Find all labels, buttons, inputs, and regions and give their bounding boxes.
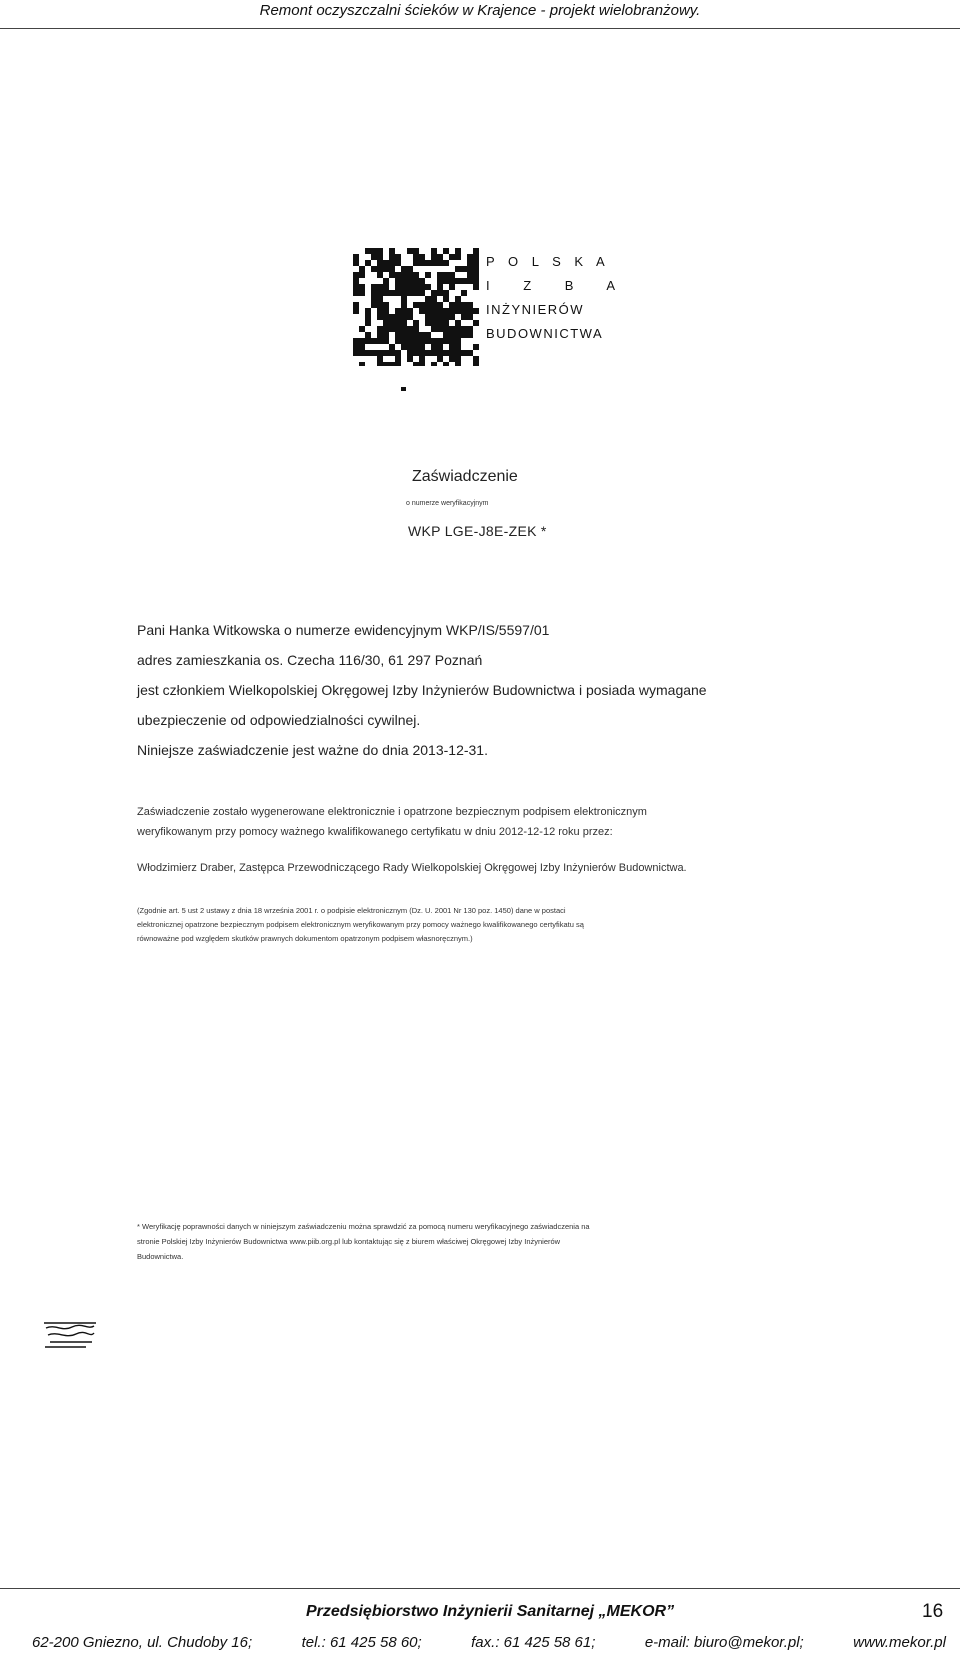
body-line-name: Pani Hanka Witkowska o numerze ewidencyjnym WKP/IS/5597/01 — [137, 622, 550, 638]
body-line-address: adres zamieszkania os. Czecha 116/30, 61 297 Poznań — [137, 652, 483, 668]
body-line-insurance: ubezpieczenie od odpowiedzialności cywilnej. — [137, 712, 421, 728]
certificate-subtitle: o numerze weryfikacyjnym — [406, 500, 489, 507]
footer-company: Przedsiębiorstwo Inżynierii Sanitarnej „MEKOR” — [306, 1603, 675, 1620]
legal-note-line-1: (Zgodnie art. 5 ust 2 ustawy z dnia 18 września 2001 r. o podpisie elektronicznym (Dz. U. 2001 Nr 130 poz. 1450) dane w postaci — [137, 906, 566, 915]
footer-address: 62-200 Gniezno, ul. Chudoby 16; — [32, 1634, 253, 1651]
footnote-line-3: Budownictwa. — [137, 1252, 184, 1261]
certificate-number: WKP LGE-J8E-ZEK * — [408, 523, 547, 539]
signature-note-line-2: weryfikowanym przy pomocy ważnego kwalifikowanego certyfikatu w dniu 2012-12-12 roku przez: — [137, 826, 613, 838]
scan-dot — [401, 387, 406, 391]
footer-contact — [0, 1634, 960, 1651]
piib-logo-emblem-icon — [353, 248, 479, 366]
logo-line-polska: P O L S K A — [486, 254, 610, 269]
logo-text — [486, 250, 630, 346]
legal-note-line-2: elektronicznej opatrzone bezpiecznym podpisem elektronicznym weryfikowanym przy pomocy ważnego kwalifikowanego certyfikatu są — [137, 920, 584, 929]
footer-rule — [0, 1588, 960, 1589]
footer-email[interactable]: e-mail: biuro@mekor.pl; — [644, 1634, 804, 1651]
logo-line-inzynierow: INŻYNIERÓW — [486, 302, 585, 317]
footnote-line-1: * Weryfikację poprawności danych w niniejszym zaświadczeniu można sprawdzić za pomocą numeru weryfikacyjnego zaświadczenia na — [137, 1222, 590, 1231]
body-line-membership: jest członkiem Wielkopolskiej Okręgowej Izby Inżynierów Budownictwa i posiada wymagane — [137, 682, 707, 698]
footer-fax: fax.: 61 425 58 61; — [471, 1634, 596, 1651]
logo-line-izba: I Z B A — [486, 278, 631, 293]
header-rule — [0, 28, 960, 29]
signer-line: Włodzimierz Draber, Zastępca Przewodniczącego Rady Wielkopolskiej Okręgowej Izby Inżynierów Budownictwa. — [137, 862, 687, 874]
footnote-line-2: stronie Polskiej Izby Inżynierów Budownictwa www.piib.org.pl lub kontaktując się z biurem właściwej Okręgowej Izby Inżynierów — [137, 1237, 561, 1246]
body-line-validity: Niniejsze zaświadczenie jest ważne do dnia 2013-12-31. — [137, 742, 488, 758]
logo-line-budownictwa: BUDOWNICTWA — [486, 326, 604, 341]
signature-note-line-1: Zaświadczenie zostało wygenerowane elektronicznie i opatrzone bezpiecznym podpisem elektronicznym — [137, 806, 647, 818]
footer-phone: tel.: 61 425 58 60; — [301, 1634, 422, 1651]
header-title: Remont oczyszczalni ścieków w Krajence - projekt wielobranżowy. — [259, 2, 701, 19]
page-number: 16 — [922, 1601, 944, 1622]
signature-scribble-icon — [42, 1320, 98, 1350]
certificate-title: Zaświadczenie — [412, 468, 518, 485]
footer-website[interactable]: www.mekor.pl — [853, 1634, 946, 1651]
legal-note-line-3: równoważne pod względem skutków prawnych dokumentom opatrzonym podpisem własnoręcznym.) — [137, 934, 473, 943]
